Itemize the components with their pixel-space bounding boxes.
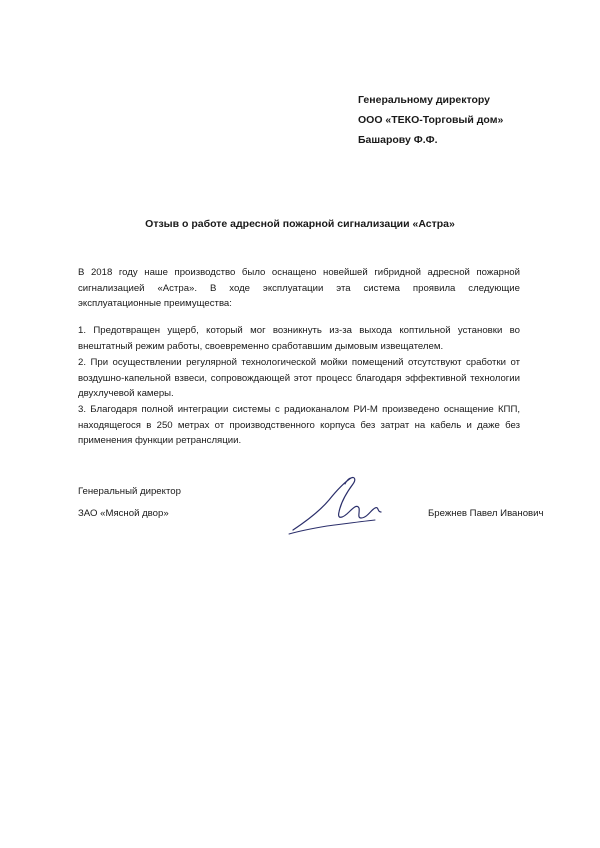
addressee-block <box>358 90 503 150</box>
signer-position: Генеральный директор <box>78 486 181 497</box>
document-title: Отзыв о работе адресной пожарной сигнализации «Астра» <box>145 218 455 230</box>
advantage-paragraph-2: 2. При осуществлении регулярной технологической мойки помещений отсутствуют сработки от воздушно-капельной взвеси, сопровождающей этот процесс благодаря эффективной технологии двухлучевой камеры. <box>78 357 520 399</box>
intro-paragraph: В 2018 году наше производство было оснащено новейшей гибридной адресной пожарной сигнализацией «Астра». В ходе эксплуатации эта система проявила следующие эксплуатационные преимущества: <box>78 267 520 309</box>
advantage-paragraph-3: 3. Благодаря полной интеграции системы с радиоканалом РИ-М произведено оснащение КПП, находящегося в 250 метрах от производственного корпуса без затрат на кабель и даже без применения функции ретрансляции. <box>78 404 520 446</box>
addressee-name: Башарову Ф.Ф. <box>358 134 438 146</box>
signer-name: Брежнев Павел Иванович <box>428 508 544 519</box>
addressee-position: Генеральному директору <box>358 94 490 106</box>
advantage-paragraph-1: 1. Предотвращен ущерб, который мог возникнуть из-за выхода коптильной установки во внештатный режим работы, своевременно сработавшим дымовым извещателем. <box>78 325 520 352</box>
handwritten-signature <box>285 474 395 536</box>
addressee-company: ООО «ТЕКО-Торговый дом» <box>358 114 504 126</box>
signer-company: ЗАО «Мясной двор» <box>78 508 169 519</box>
